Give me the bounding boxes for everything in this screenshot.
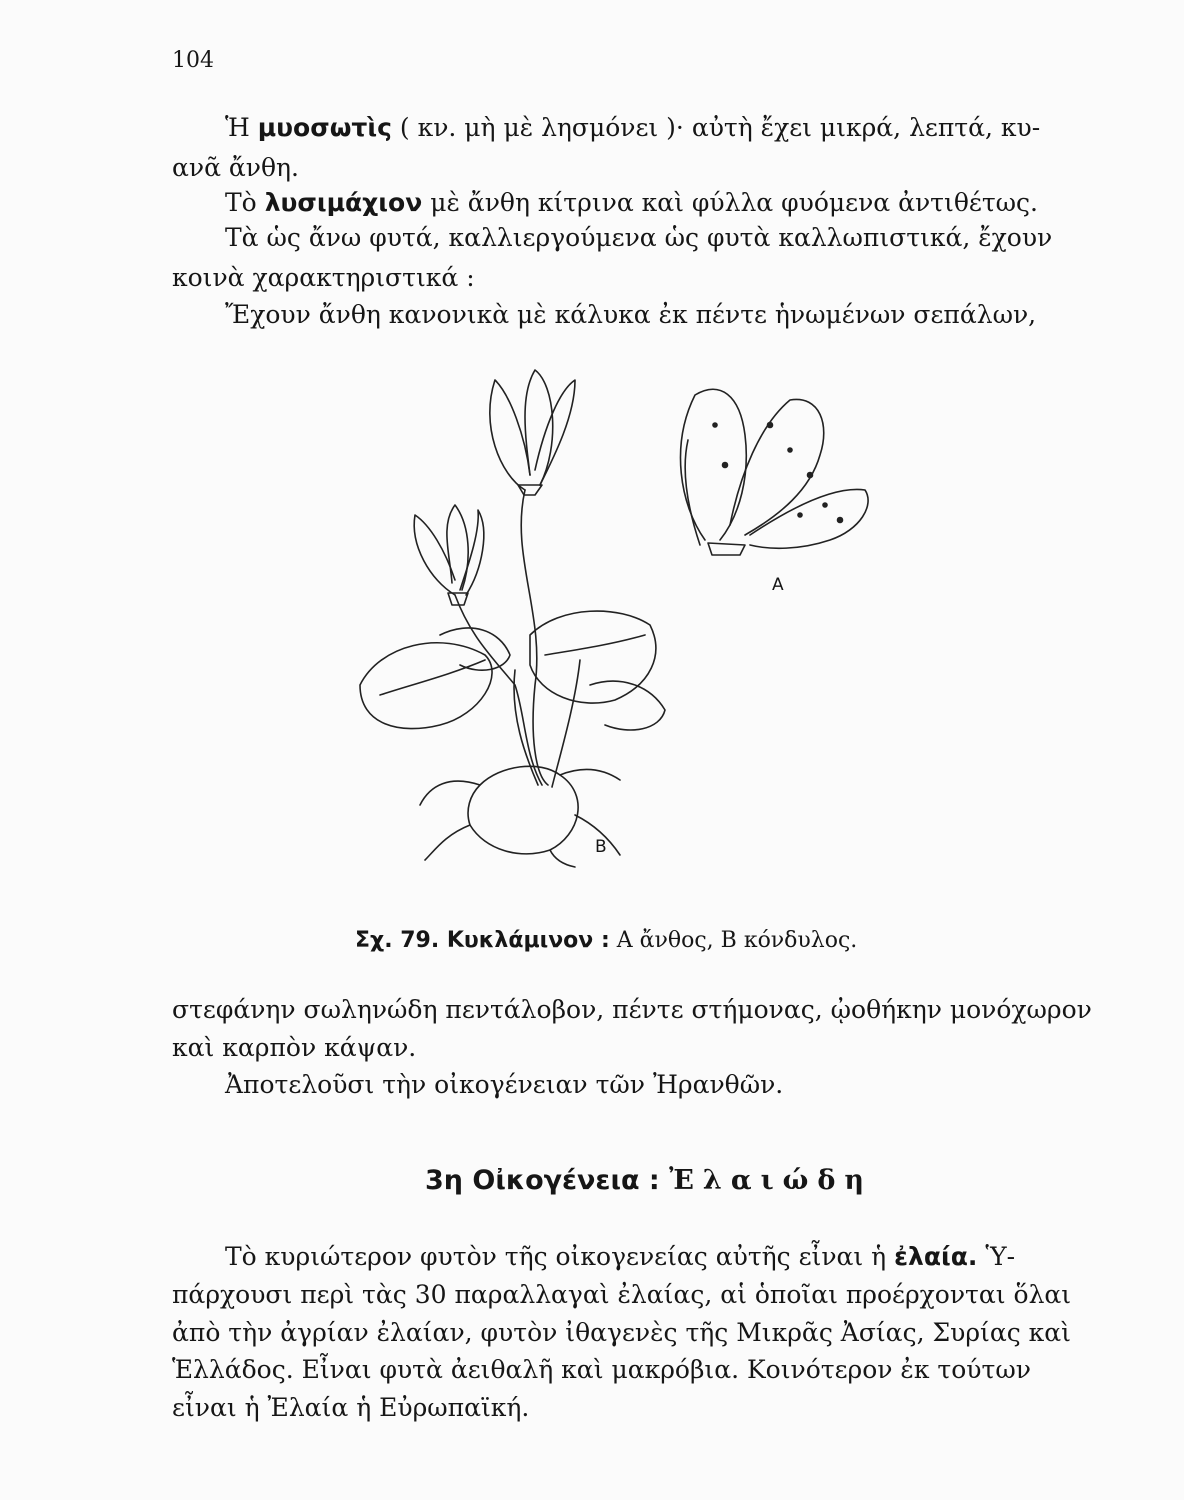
term-olive: ἐλαία. <box>894 1242 978 1271</box>
paragraph-corolla-cont: καὶ καρπὸν κάψαν. <box>172 1033 417 1062</box>
figure-caption: Σχ. 79. Κυκλάμινον : Α ἄνθος, Β κόνδυλος. <box>355 928 858 953</box>
section-heading: 3η Οἰκογένεια : Ἐλαιώδη <box>425 1165 874 1196</box>
family-name: Ἐλαιώδη <box>669 1165 874 1196</box>
figure-label-b: Β <box>595 837 607 857</box>
paragraph-myosotis: Ἡ μυοσωτὶς ( κν. μὴ μὲ λησμόνει )· αὐτὴ ἔχει μικρά, λεπτά, κυ- <box>225 113 1041 142</box>
page-number: 104 <box>172 48 214 73</box>
paragraph-corolla: στεφάνην σωληνώδη πεντάλοβον, πέντε στήμονας, ᾠοθήκην μονόχωρον <box>172 995 1092 1024</box>
paragraph-olive-line5: εἶναι ἡ Ἐλαία ἡ Εὐρωπαϊκή. <box>172 1393 530 1422</box>
paragraph-lysimachion: Τὸ λυσιμάχιον μὲ ἄνθη κίτρινα καὶ φύλλα φυόμενα ἀντιθέτως. <box>225 188 1038 217</box>
term-myosotis: μυοσωτὶς <box>257 113 392 142</box>
paragraph-olive: Τὸ κυριώτερον φυτὸν τῆς οἰκογενείας αὐτῆς εἶναι ἡ ἐλαία. Ὑ- <box>225 1242 1016 1271</box>
paragraph-common-traits-cont: κοινὰ χαρακτηριστικά : <box>172 263 475 292</box>
cyclamen-illustration <box>320 355 880 870</box>
paragraph-olive-line2: πάρχουσι περὶ τὰς 30 παραλλαγαὶ ἐλαίας, αἱ ὁποῖαι προέρχονται ὅλαι <box>172 1280 1072 1309</box>
figure-cyclamen <box>320 355 880 870</box>
paragraph-olive-line4: Ἑλλάδος. Εἶναι φυτὰ ἀειθαλῆ καὶ μακρόβια. Κοινότερον ἐκ τούτων <box>172 1355 1031 1384</box>
paragraph-family-conclusion: Ἀποτελοῦσι τὴν οἰκογένειαν τῶν Ἠρανθῶν. <box>225 1070 784 1099</box>
paragraph-flowers: Ἔχουν ἄνθη κανονικὰ μὲ κάλυκα ἐκ πέντε ἡνωμένων σεπάλων, <box>225 300 1037 329</box>
figure-label-a: Α <box>772 575 784 595</box>
term-lysimachion: λυσιμάχιον <box>264 188 423 217</box>
paragraph-common-traits: Τὰ ὡς ἄνω φυτά, καλλιεργούμενα ὡς φυτὰ καλλωπιστικά, ἔχουν <box>225 223 1053 252</box>
paragraph-olive-line3: ἀπὸ τὴν ἀγρίαν ἐλαίαν, φυτὸν ἰθαγενὲς τῆς Μικρᾶς Ἀσίας, Συρίας καὶ <box>172 1318 1071 1347</box>
paragraph-myosotis-cont: ανᾶ ἄνθη. <box>172 153 299 182</box>
